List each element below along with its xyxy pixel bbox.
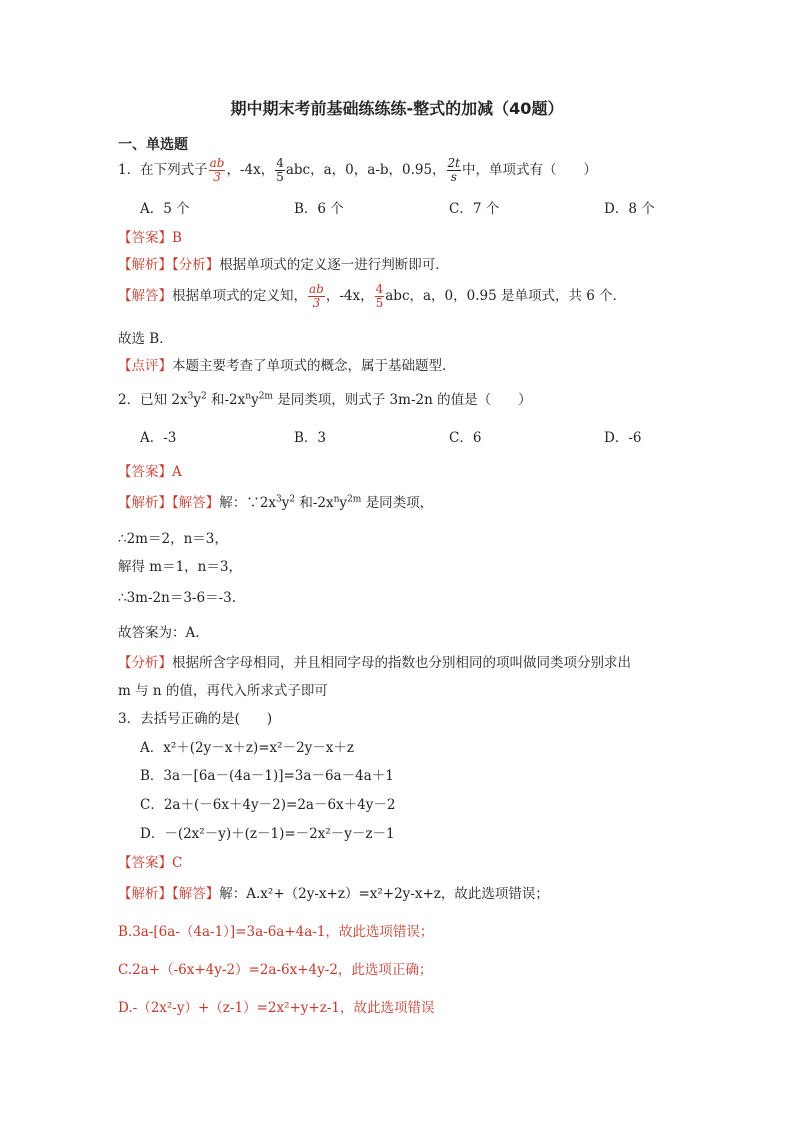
q1-option-a: A．5 个 [140, 201, 190, 217]
q3-answer: 【答案】C [118, 855, 183, 871]
q2-option-c: C．6 [449, 430, 482, 446]
q2-conclusion: 故答案为：A. [118, 625, 200, 641]
q1-fraction-4-5: $\frac{4}{5}$ [276, 156, 284, 184]
q3-solution-a: 【解析】【解答】解：A.x²+（2y-x+z）=x²+2y-x+z，故此选项错误； [118, 886, 549, 902]
q1-analysis: 【解析】【分析】根据单项式的定义逐一进行判断即可． [118, 257, 449, 273]
q2-step-1: ∴2m＝2，n＝3， [118, 531, 228, 547]
q2-solution: 【解析】【解答】解：$\because 2x^3y^2$ 和$-2x^ny^{2m}$ 是同类项， [118, 494, 434, 511]
q2-analysis-line-1: 【分析】根据所含字母相同，并且相同字母的指数也分别相同的项叫做同类项分别求出 [118, 655, 631, 671]
q3-option-b: B．3a－[6a－(4a－1)]=3a－6a－4a＋1 [140, 768, 394, 784]
q3-solution-c: C.2a+（-6x+4y-2）=2a-6x+4y-2，此选项正确； [118, 962, 433, 978]
q2-option-a: A．-3 [140, 430, 177, 446]
q1-choose: 故选 B． [118, 331, 173, 347]
q1-answer: 【答案】B [118, 230, 182, 246]
q1-solution-fraction-ab-3: $\frac{ab}{3}$ [309, 282, 324, 310]
q1-fraction-ab-3: $\frac{ab}{3}$ [209, 156, 225, 184]
q1-solution: 【解答】根据单项式的定义知， $\frac{ab}{3}$ ，-4x， $\frac{4}{5}$ abc，a，0，0.95 是单项式，共 6 个． [118, 282, 627, 310]
question-1-stem: 1．在下列式子 $\frac{ab}{3}$ ，-4x， $\frac{4}{5}$ abc，a，0，a-b，0.95， $\frac{2t}{s}$ 中，单项式有（ ） [118, 156, 598, 184]
section-heading: 一、单选题 [118, 137, 188, 153]
q1-option-d: D．8 个 [604, 201, 655, 217]
q3-option-a: A．x²＋(2y－x＋z)=x²－2y－x＋z [140, 740, 355, 756]
page-title: 期中期末考前基础练练练-整式的加减（40题） [230, 99, 564, 118]
q1-option-c: C．7 个 [449, 201, 500, 217]
q2-step-3: ∴3m-2n＝3-6＝-3. [118, 590, 237, 606]
q1-lead: 1．在下列式子 [118, 162, 208, 178]
q2-option-d: D．-6 [604, 430, 642, 446]
q2-step-2: 解得 m＝1，n＝3， [118, 559, 242, 575]
q3-solution-b: B.3a-[6a-（4a-1）]=3a-6a+4a-1，故此选项错误； [118, 924, 434, 940]
q3-option-d: D．－(2x²－y)＋(z－1)=－2x²－y－z－1 [140, 826, 395, 842]
q1-fraction-2t-s: $\frac{2t}{s}$ [447, 156, 461, 184]
q2-analysis-line-2: m 与 n 的值，再代入所求式子即可 [118, 683, 328, 699]
q2-answer: 【答案】A [118, 464, 182, 480]
q2-option-b: B．3 [294, 430, 327, 446]
q3-option-c: C．2a＋(－6x＋4y－2)=2a－6x＋4y－2 [140, 797, 396, 813]
q3-solution-d: D.-（2x²-y）+（z-1）=2x²+y+z-1，故此选项错误 [118, 1000, 435, 1016]
q1-option-b: B．6 个 [294, 201, 344, 217]
question-2-stem: 2．已知 $2x^3y^2$ 和$-2x^ny^{2m}$ 是同类项，则式子 3m-2n 的值是（ ） [118, 391, 532, 408]
q1-solution-fraction-4-5: $\frac{4}{5}$ [375, 282, 384, 310]
question-3-stem: 3．去括号正确的是( ) [118, 711, 273, 727]
q1-comment: 【点评】本题主要考查了单项式的概念，属于基础题型． [118, 358, 456, 374]
